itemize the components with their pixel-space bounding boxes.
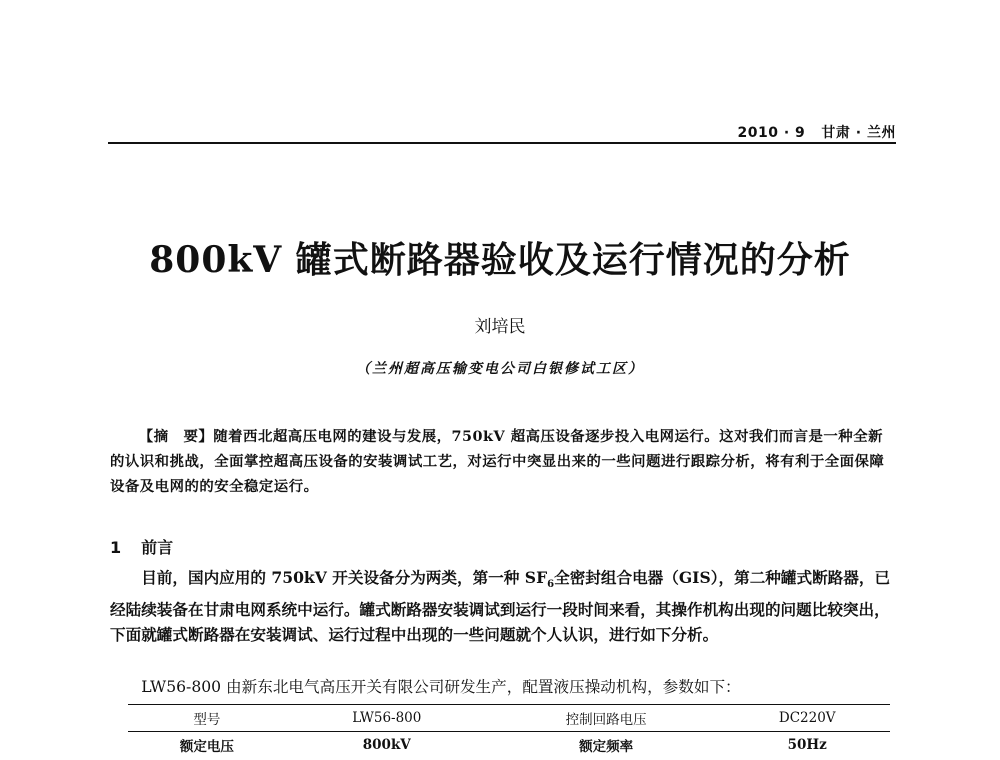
intro-text-part1: 目前，国内应用的 750kV 开关设备分为两类，第一种 SF — [141, 568, 548, 587]
table-header-cell: 控制回路电压 — [565, 712, 647, 728]
abstract — [110, 424, 896, 499]
author-affiliation: （兰州超高压输变电公司白银修试工区） — [356, 361, 644, 377]
author-name: 刘培民 — [474, 317, 526, 337]
table-row — [128, 732, 890, 759]
section-number: 1 — [110, 538, 122, 557]
section-title: 前言 — [141, 538, 174, 557]
table-intro-text: LW56-800 由新东北电气高压开关有限公司研发生产，配置液压操动机构，参数如下： — [141, 678, 741, 696]
parameter-table — [128, 704, 890, 758]
journal-issue-info — [738, 122, 896, 142]
paper-title: 800kV 罐式断路器验收及运行情况的分析 — [149, 239, 851, 281]
table-cell: 额定电压 — [179, 739, 234, 755]
abstract-label: 【摘 要】 — [138, 428, 214, 445]
intro-text-part2: 全密封组合电器（GIS），第二种罐式断路器，已经陆续装备在甘肃电网系统中运行。罐式断路器安装调试到运行一段时间来看，其操作机构出现的问题比较突出，下面就罐式断路器在安装调试、运行过程中出现的一些问题就个人认识，进行如下分析。 — [110, 568, 891, 645]
table-header-row — [128, 705, 890, 732]
table-header-cell: 型号 — [193, 712, 221, 728]
header-divider — [108, 142, 896, 144]
section-heading — [110, 535, 173, 558]
abstract-text: 随着西北超高压电网的建设与发展，750kV 超高压设备逐步投入电网运行。这对我们而言是一种全新的认识和挑战，全面掌控超高压设备的安装调试工艺，对运行中突显出来的一些问题进行跟踪分析，将有利于全面保障设备及电网的的安全稳定运行。 — [110, 428, 885, 495]
table-cell: 50Hz — [787, 737, 827, 753]
issue-date: 2010 · 9 — [737, 125, 806, 141]
table-header-cell: LW56-800 — [352, 710, 422, 726]
intro-subscript: 6 — [547, 579, 555, 591]
intro-paragraph — [110, 565, 896, 647]
table-cell: 额定频率 — [579, 739, 634, 755]
issue-place: 甘肃 · 兰州 — [821, 125, 896, 141]
table-cell: 800kV — [362, 737, 411, 753]
table-header-cell: DC220V — [778, 710, 836, 726]
